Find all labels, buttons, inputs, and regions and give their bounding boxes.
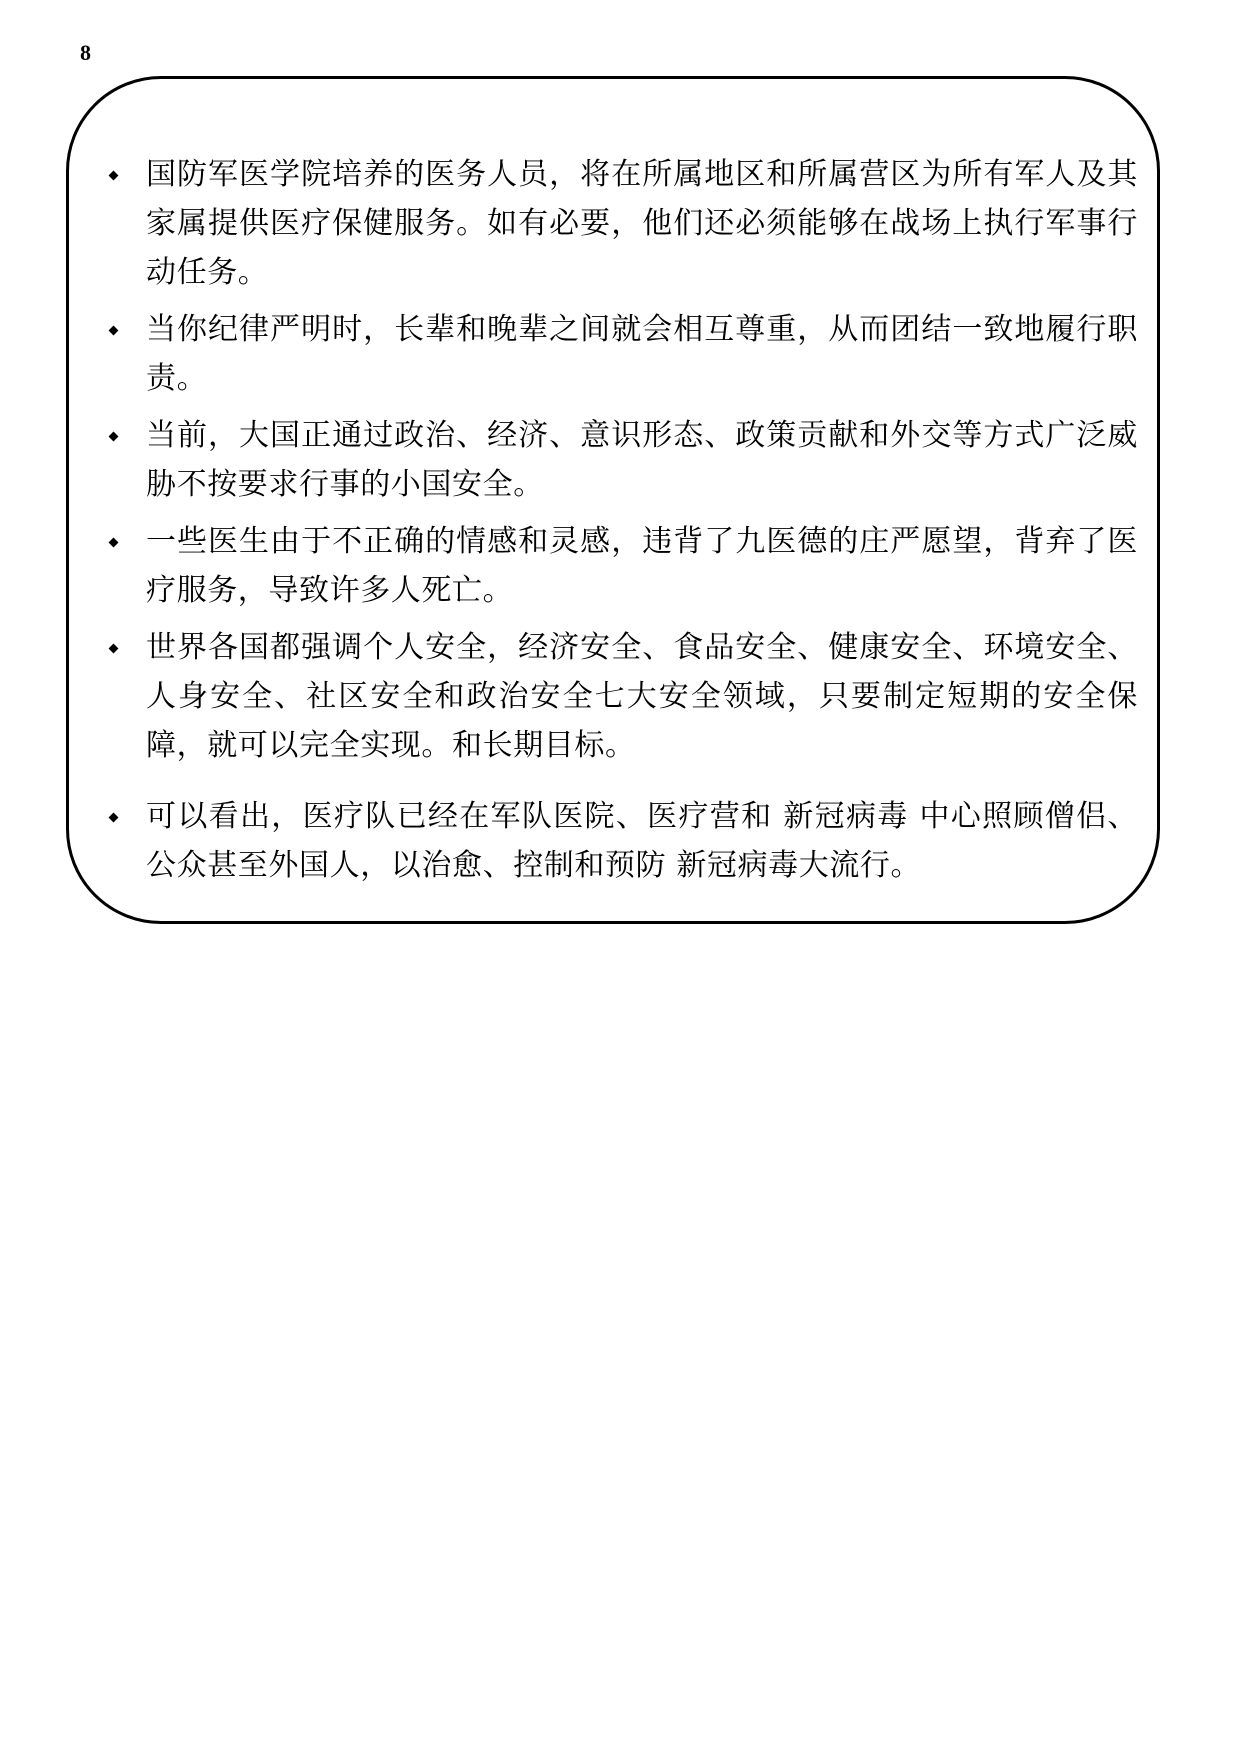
diamond-bullet-icon (109, 326, 119, 336)
bullet-text: 当你纪律严明时，长辈和晚辈之间就会相互尊重，从而团结一致地履行职责。 (146, 312, 1138, 396)
list-item (98, 517, 1138, 615)
diamond-bullet-icon (109, 813, 119, 823)
list-item (98, 792, 1138, 890)
bullet-text: 国防军医学院培养的医务人员，将在所属地区和所属营区为所有军人及其家属提供医疗保健服务。如有必要，他们还必须能够在战场上执行军事行动任务。 (146, 157, 1138, 290)
diamond-bullet-icon (109, 171, 119, 181)
diamond-bullet-icon (109, 644, 119, 654)
bullet-text: 当前，大国正通过政治、经济、意识形态、政策贡献和外交等方式广泛威胁不按要求行事的小国安全。 (146, 418, 1138, 502)
page-number: 8 (80, 40, 91, 65)
bullet-list (98, 150, 1138, 890)
bullet-text: 世界各国都强调个人安全，经济安全、食品安全、健康安全、环境安全、人身安全、社区安全和政治安全七大安全领域，只要制定短期的安全保障，就可以完全实现。和长期目标。 (146, 630, 1138, 763)
list-item (98, 305, 1138, 403)
diamond-bullet-icon (109, 432, 119, 442)
list-item (98, 150, 1138, 297)
bullet-text: 一些医生由于不正确的情感和灵感，违背了九医德的庄严愿望，背弃了医疗服务，导致许多人死亡。 (146, 524, 1138, 608)
bullet-text: 可以看出，医疗队已经在军队医院、医疗营和 新冠病毒 中心照顾僧侣、公众甚至外国人，以治愈、控制和预防 新冠病毒大流行。 (146, 799, 1138, 883)
diamond-bullet-icon (109, 538, 119, 548)
list-item (98, 411, 1138, 509)
list-item (98, 623, 1138, 770)
